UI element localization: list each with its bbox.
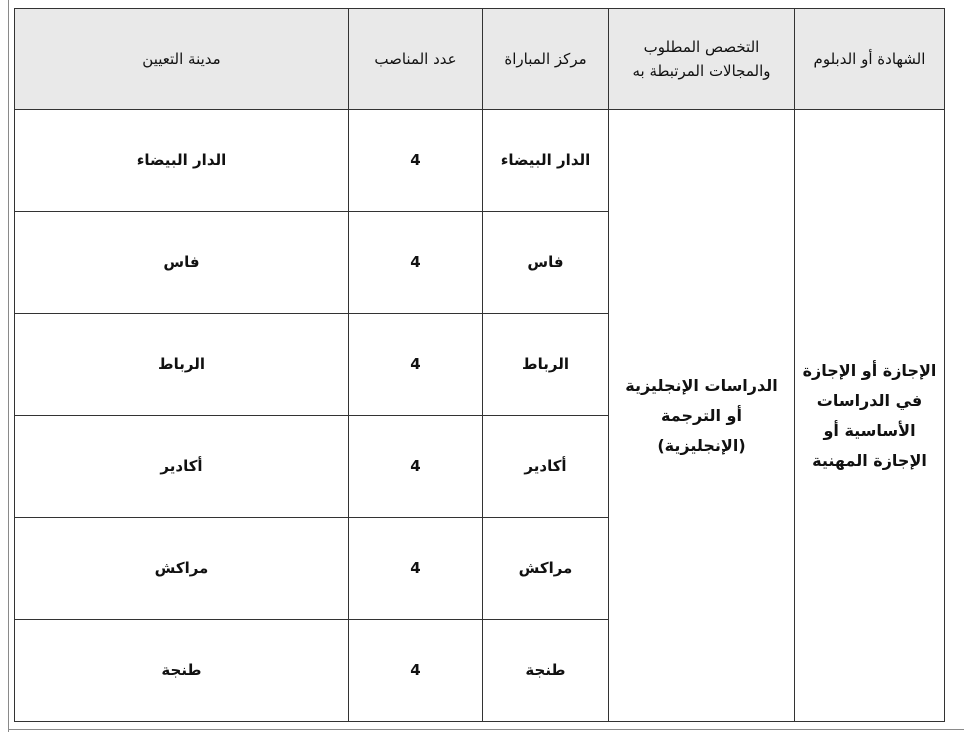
recruitment-table	[14, 8, 945, 722]
exam-center-cell: أكادير	[483, 415, 609, 517]
exam-center-cell: الرباط	[483, 313, 609, 415]
header-specialty: التخصص المطلوب والمجالات المرتبطة به	[609, 9, 795, 110]
positions-cell: 4	[349, 211, 483, 313]
page-frame-bottom	[8, 729, 964, 730]
exam-center-cell: الدار البيضاء	[483, 110, 609, 212]
positions-cell: 4	[349, 517, 483, 619]
table-row	[15, 110, 945, 212]
header-exam-center: مركز المباراة	[483, 9, 609, 110]
assignment-city-cell: مراكش	[15, 517, 349, 619]
positions-cell: 4	[349, 415, 483, 517]
exam-center-cell: مراكش	[483, 517, 609, 619]
header-degree: الشهادة أو الدبلوم	[795, 9, 945, 110]
assignment-city-cell: فاس	[15, 211, 349, 313]
header-row	[15, 9, 945, 110]
assignment-city-cell: الرباط	[15, 313, 349, 415]
assignment-city-cell: طنجة	[15, 619, 349, 721]
positions-cell: 4	[349, 313, 483, 415]
assignment-city-cell: الدار البيضاء	[15, 110, 349, 212]
degree-cell: الإجازة أو الإجازة في الدراسات الأساسية أو الإجازة المهنية	[795, 110, 945, 722]
exam-center-cell: فاس	[483, 211, 609, 313]
header-assignment-city: مدينة التعيين	[15, 9, 349, 110]
positions-cell: 4	[349, 619, 483, 721]
specialty-cell: الدراسات الإنجليزية أو الترجمة (الإنجليزية)	[609, 110, 795, 722]
positions-cell: 4	[349, 110, 483, 212]
assignment-city-cell: أكادير	[15, 415, 349, 517]
header-positions-count: عدد المناصب	[349, 9, 483, 110]
exam-center-cell: طنجة	[483, 619, 609, 721]
